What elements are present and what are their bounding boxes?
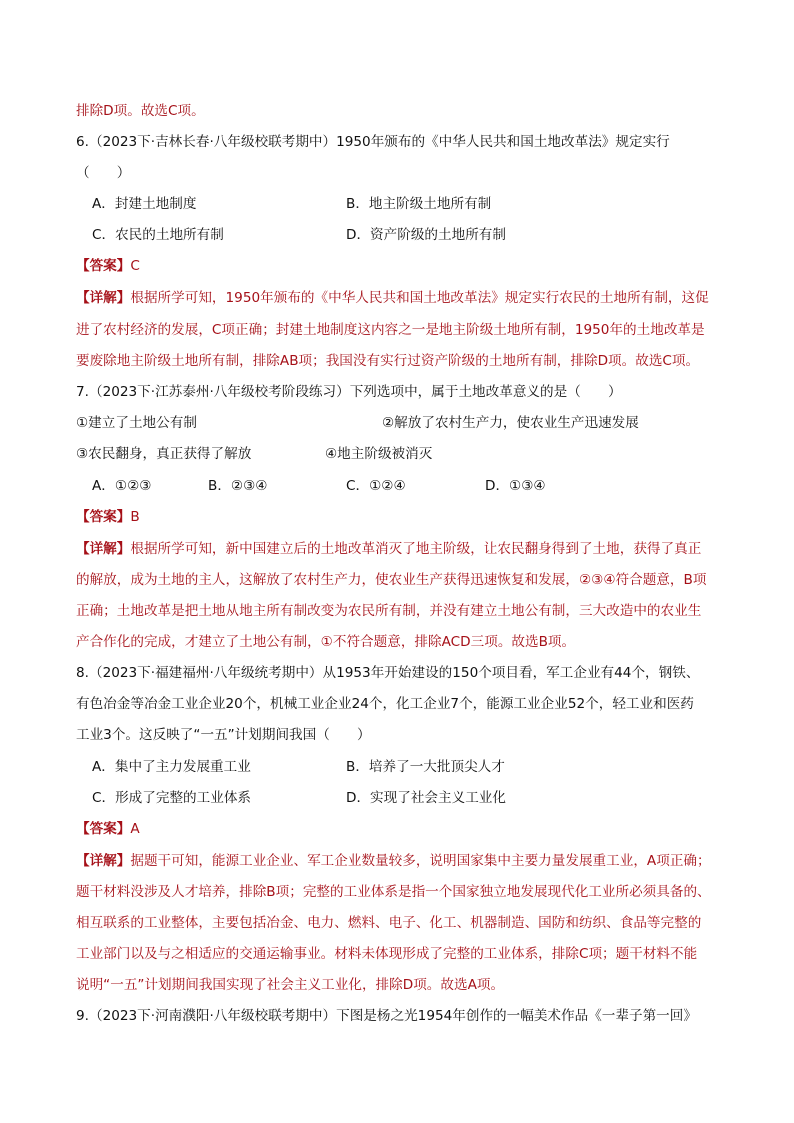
q6-detail-line3: 要废除地主阶级土地所有制，排除AB项；我国没有实行过资产阶级的土地所有制，排除D项。故选C项。 (76, 353, 700, 369)
q6-answer-label: 【答案】 (76, 258, 131, 274)
q8-answer (76, 820, 726, 838)
q8-stem-line2: 有色冶金等冶金工业企业20个，机械工业企业24个，化工企业7个，能源工业企业52个，轻工业和医药 (76, 696, 694, 712)
q6-detail-line2: 进了农村经济的发展，C项正确；封建土地制度这内容之一是地主阶级土地所有制，1950年的土地改革是 (76, 322, 705, 338)
q7-option-a: A．①②③ (92, 478, 152, 494)
q7-option-b: B．②③④ (208, 478, 268, 494)
q8-detail-label: 【详解】 (76, 853, 131, 869)
q8-detail-text1: 据题干可知，能源工业企业、军工企业数量较多，说明国家集中主要力量发展重工业，A项正确； (130, 853, 711, 869)
q8-detail-line1 (76, 852, 726, 870)
q6-detail-text1: 根据所学可知，1950年颁布的《中华人民共和国土地改革法》规定实行农民的土地所有制，这促 (130, 290, 709, 306)
q7-item-1: ①建立了土地公有制 (76, 415, 197, 431)
q7-item-4: ④地主阶级被消灭 (325, 446, 433, 462)
q6-option-b: B．地主阶级土地所有制 (346, 196, 492, 212)
q8-detail-line4: 工业部门以及与之相适应的交通运输事业。材料未体现形成了完整的工业体系，排除C项；题干材料不能 (76, 946, 698, 962)
q5-explanation-tail: 排除D项。故选C项。 (76, 103, 205, 119)
q6-stem-line2: （ ） (76, 165, 131, 181)
q7-detail-line1 (76, 540, 726, 558)
q7-option-d: D．①③④ (485, 478, 546, 494)
q7-detail-line4: 产合作化的完成，才建立了土地公有制，①不符合题意，排除ACD三项。故选B项。 (76, 634, 576, 650)
q8-detail-line3: 相互联系的工业整体，主要包括冶金、电力、燃料、电子、化工、机器制造、国防和纺织、食品等完整的 (76, 915, 702, 931)
q6-answer (76, 257, 726, 275)
q6-detail-line1 (76, 289, 726, 307)
q7-answer (76, 508, 726, 526)
q8-option-c: C．形成了完整的工业体系 (92, 790, 252, 806)
q6-option-d: D．资产阶级的土地所有制 (346, 227, 506, 243)
q7-detail-label: 【详解】 (76, 541, 131, 557)
q8-option-a: A．集中了主力发展重工业 (92, 759, 251, 775)
q7-detail-text1: 根据所学可知，新中国建立后的土地改革消灭了地主阶级，让农民翻身得到了土地，获得了真正 (130, 541, 702, 557)
q8-detail-line2: 题干材料没涉及人才培养，排除B项；完整的工业体系是指一个国家独立地发展现代化工业所必须具备的、 (76, 884, 711, 900)
q8-answer-value: A (130, 821, 140, 837)
q7-detail-line2: 的解放，成为土地的主人，这解放了农村生产力，使农业生产获得迅速恢复和发展，②③④符合题意，B项 (76, 572, 707, 588)
q6-detail-label: 【详解】 (76, 290, 131, 306)
q8-option-b: B．培养了一大批顶尖人才 (346, 759, 505, 775)
q7-item-2: ②解放了农村生产力，使农业生产迅速发展 (382, 415, 639, 431)
q7-option-c: C．①②④ (346, 478, 406, 494)
q8-stem-line1: 8.（2023下·福建福州·八年级统考期中）从1953年开始建设的150个项目看，军工企业有44个，钢铁、 (76, 665, 700, 681)
q8-option-d: D．实现了社会主义工业化 (346, 790, 506, 806)
q8-answer-label: 【答案】 (76, 821, 131, 837)
q6-option-a: A．封建土地制度 (92, 196, 197, 212)
q7-stem: 7.（2023下·江苏泰州·八年级校考阶段练习）下列选项中，属于土地改革意义的是（ ） (76, 384, 622, 400)
q6-option-c: C．农民的土地所有制 (92, 227, 224, 243)
q7-detail-line3: 正确；土地改革是把土地从地主所有制改变为农民所有制，并没有建立土地公有制，三大改造中的农业生 (76, 603, 702, 619)
q7-item-3: ③农民翻身，真正获得了解放 (76, 446, 252, 462)
q7-answer-value: B (130, 509, 140, 525)
q6-answer-value: C (130, 258, 140, 274)
q6-stem-line1: 6.（2023下·吉林长春·八年级校联考期中）1950年颁布的《中华人民共和国土地改革法》规定实行 (76, 134, 670, 150)
q9-stem: 9.（2023下·河南濮阳·八年级校联考期中）下图是杨之光1954年创作的一幅美术作品《一辈子第一回》 (76, 1008, 697, 1024)
q8-stem-line3: 工业3个。这反映了“一五”计划期间我国（ ） (76, 727, 371, 743)
q7-answer-label: 【答案】 (76, 509, 131, 525)
q8-detail-line5: 说明“一五”计划期间我国实现了社会主义工业化，排除D项。故选A项。 (76, 977, 505, 993)
